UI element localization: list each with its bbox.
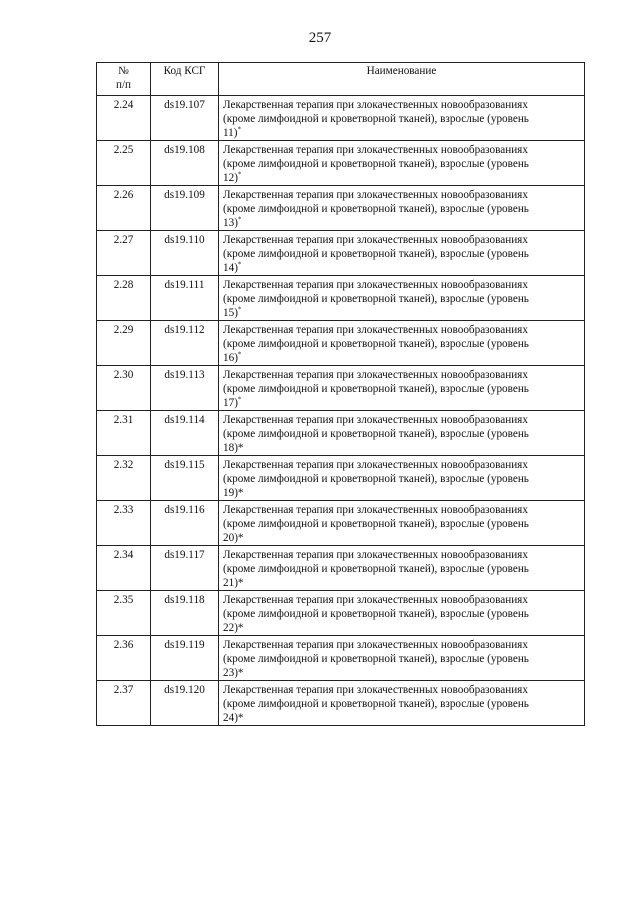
row-name-level: 12) — [223, 172, 238, 184]
row-number: 2.28 — [97, 276, 151, 321]
row-name-line: Лекарственная терапия при злокачественных новообразованиях — [223, 684, 528, 696]
page-number: 257 — [308, 30, 332, 46]
row-name — [219, 231, 585, 276]
row-name-line — [223, 666, 581, 680]
row-ksg-code: ds19.118 — [151, 591, 219, 636]
row-ksg-code: ds19.113 — [151, 366, 219, 411]
row-name-line: Лекарственная терапия при злокачественных новообразованиях — [223, 279, 528, 291]
row-name-line: Лекарственная терапия при злокачественных новообразованиях — [223, 414, 528, 426]
row-ksg-code: ds19.111 — [151, 276, 219, 321]
row-name-line: (кроме лимфоидной и кроветворной тканей), взрослые (уровень — [223, 383, 529, 395]
row-name-line: Лекарственная терапия при злокачественных новообразованиях — [223, 144, 528, 156]
row-ksg-code: ds19.116 — [151, 501, 219, 546]
row-number: 2.24 — [97, 96, 151, 141]
row-number: 2.37 — [97, 681, 151, 726]
row-name-line — [223, 531, 581, 545]
table-row — [97, 411, 585, 456]
table-row — [97, 186, 585, 231]
row-name-line: Лекарственная терапия при злокачественных новообразованиях — [223, 594, 528, 606]
row-name-line: (кроме лимфоидной и кроветворной тканей), взрослые (уровень — [223, 293, 529, 305]
row-name-level: 20)* — [223, 532, 244, 544]
header-code: Код КСГ — [151, 63, 219, 96]
table-row — [97, 366, 585, 411]
row-name-level: 14) — [223, 262, 238, 274]
row-name-line: Лекарственная терапия при злокачественных новообразованиях — [223, 234, 528, 246]
row-name — [219, 411, 585, 456]
table-row — [97, 456, 585, 501]
row-name-line — [223, 576, 581, 590]
row-name — [219, 501, 585, 546]
row-name-line: (кроме лимфоидной и кроветворной тканей), взрослые (уровень — [223, 473, 529, 485]
row-ksg-code: ds19.119 — [151, 636, 219, 681]
row-number: 2.30 — [97, 366, 151, 411]
table-body — [97, 96, 585, 726]
table-row — [97, 276, 585, 321]
row-number: 2.31 — [97, 411, 151, 456]
row-ksg-code: ds19.108 — [151, 141, 219, 186]
row-name-level: 22)* — [223, 622, 244, 634]
footnote-mark: * — [237, 125, 241, 134]
row-name-line: (кроме лимфоидной и кроветворной тканей), взрослые (уровень — [223, 338, 529, 350]
row-name — [219, 186, 585, 231]
row-name-line: Лекарственная терапия при злокачественных новообразованиях — [223, 639, 528, 651]
footnote-mark: * — [237, 260, 242, 269]
row-name-level: 11) — [223, 127, 238, 139]
row-name-line — [223, 351, 581, 365]
row-name — [219, 591, 585, 636]
row-name-level: 13) — [223, 217, 238, 229]
row-name-line — [223, 306, 581, 320]
row-name — [219, 636, 585, 681]
table-row — [97, 321, 585, 366]
row-name-line: Лекарственная терапия при злокачественных новообразованиях — [223, 459, 528, 471]
row-name — [219, 456, 585, 501]
row-name-line: (кроме лимфоидной и кроветворной тканей), взрослые (уровень — [223, 563, 529, 575]
row-name-line: (кроме лимфоидной и кроветворной тканей), взрослые (уровень — [223, 428, 529, 440]
row-ksg-code: ds19.110 — [151, 231, 219, 276]
row-name-line — [223, 171, 581, 185]
row-name-line: (кроме лимфоидной и кроветворной тканей), взрослые (уровень — [223, 248, 529, 260]
row-name-line: (кроме лимфоидной и кроветворной тканей), взрослые (уровень — [223, 698, 529, 710]
row-name-line: Лекарственная терапия при злокачественных новообразованиях — [223, 549, 528, 561]
row-name-line: Лекарственная терапия при злокачественных новообразованиях — [223, 324, 528, 336]
row-name-line: (кроме лимфоидной и кроветворной тканей), взрослые (уровень — [223, 203, 529, 215]
table-row — [97, 96, 585, 141]
row-ksg-code: ds19.107 — [151, 96, 219, 141]
row-name-level: 23)* — [223, 667, 244, 679]
footnote-mark: * — [237, 305, 242, 314]
row-name-line — [223, 711, 581, 725]
row-name-line — [223, 486, 581, 500]
row-name-level: 24)* — [223, 712, 244, 724]
row-name-level: 16) — [223, 352, 238, 364]
row-name — [219, 141, 585, 186]
row-name-level: 15) — [223, 307, 238, 319]
row-ksg-code: ds19.117 — [151, 546, 219, 591]
header-name: Наименование — [219, 63, 585, 96]
table-row — [97, 231, 585, 276]
row-name-line: (кроме лимфоидной и кроветворной тканей), взрослые (уровень — [223, 158, 529, 170]
table-row — [97, 591, 585, 636]
row-number: 2.33 — [97, 501, 151, 546]
row-name-line: Лекарственная терапия при злокачественных новообразованиях — [223, 189, 528, 201]
row-name-line: (кроме лимфоидной и кроветворной тканей), взрослые (уровень — [223, 113, 529, 125]
row-name-line: Лекарственная терапия при злокачественных новообразованиях — [223, 99, 528, 111]
table-row — [97, 546, 585, 591]
row-name-line — [223, 216, 581, 230]
row-name-line — [223, 621, 581, 635]
row-ksg-code: ds19.115 — [151, 456, 219, 501]
footnote-mark: * — [237, 350, 242, 359]
row-name — [219, 321, 585, 366]
row-number: 2.35 — [97, 591, 151, 636]
row-number: 2.26 — [97, 186, 151, 231]
row-name-line: (кроме лимфоидной и кроветворной тканей), взрослые (уровень — [223, 518, 529, 530]
table-row — [97, 681, 585, 726]
row-name-line: Лекарственная терапия при злокачественных новообразованиях — [223, 504, 528, 516]
row-name-line: Лекарственная терапия при злокачественных новообразованиях — [223, 369, 528, 381]
row-name-line — [223, 261, 581, 275]
row-name-line — [223, 396, 581, 410]
ksg-table — [96, 62, 585, 726]
table-row — [97, 141, 585, 186]
row-name-line — [223, 441, 581, 455]
row-number: 2.29 — [97, 321, 151, 366]
header-num-line1: № — [118, 65, 129, 77]
row-name — [219, 546, 585, 591]
row-ksg-code: ds19.114 — [151, 411, 219, 456]
row-number: 2.34 — [97, 546, 151, 591]
table-row — [97, 501, 585, 546]
row-ksg-code: ds19.112 — [151, 321, 219, 366]
row-name — [219, 96, 585, 141]
row-name-level: 19)* — [223, 487, 244, 499]
row-name — [219, 276, 585, 321]
row-name — [219, 681, 585, 726]
row-number: 2.32 — [97, 456, 151, 501]
row-number: 2.27 — [97, 231, 151, 276]
row-name-line — [223, 126, 581, 140]
row-number: 2.25 — [97, 141, 151, 186]
row-ksg-code: ds19.109 — [151, 186, 219, 231]
row-name-level: 17) — [223, 397, 238, 409]
footnote-mark: * — [237, 215, 242, 224]
table-row — [97, 636, 585, 681]
row-name-level: 18)* — [223, 442, 244, 454]
footnote-mark: * — [237, 170, 242, 179]
header-num — [97, 63, 151, 96]
row-name — [219, 366, 585, 411]
footnote-mark: * — [237, 395, 242, 404]
row-name-level: 21)* — [223, 577, 244, 589]
row-name-line: (кроме лимфоидной и кроветворной тканей), взрослые (уровень — [223, 653, 529, 665]
row-name-line: (кроме лимфоидной и кроветворной тканей), взрослые (уровень — [223, 608, 529, 620]
table-header — [97, 63, 585, 96]
row-number: 2.36 — [97, 636, 151, 681]
row-ksg-code: ds19.120 — [151, 681, 219, 726]
header-num-line2: п/п — [115, 79, 132, 91]
